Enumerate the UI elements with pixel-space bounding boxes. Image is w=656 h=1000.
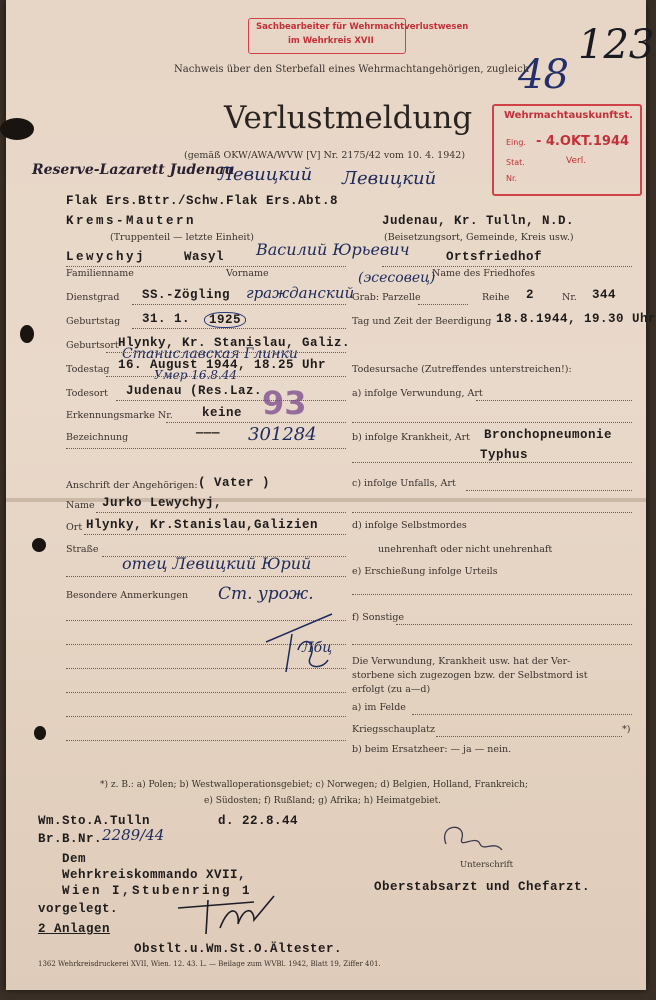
birth-date-day: 31. 1. <box>142 312 191 326</box>
label-replacement-army: b) beim Ersatzheer: — ja — nein. <box>352 744 512 755</box>
label-signature: Unterschrift <box>460 860 514 870</box>
handwritten-birth-place: Станиславская Глинки <box>122 346 298 362</box>
br-number-label: Br.B.Nr. <box>38 832 103 846</box>
printer-imprint: 1362 Wehrkreisdruckerei XVII, Wien. 12. 43. L. — Beilage zum WVBl. 1942, Blatt 19, Ziffer 401. <box>38 960 381 968</box>
death-date: 16. August 1944, 18.25 Uhr <box>118 358 327 372</box>
handwritten-surname-2: Левицкий <box>342 168 437 189</box>
label-relative-name: Name <box>66 500 95 511</box>
senior-officer: Obstlt.u.Wm.St.O.Ältester. <box>134 942 343 956</box>
stamp-93: 93 <box>262 384 307 422</box>
label-rank: Dienstgrad <box>66 292 120 303</box>
grave-number: 344 <box>592 288 617 302</box>
label-grave-number: Nr. <box>562 292 577 303</box>
document-page: Sachbearbeiter für Wehrmachtverlustwesen im Wehrkreis XVII 48 123 Nachweis über den Sterbefall eines Wehrmachtangehörigen, zugleich Verlustmeldung (gemäß OKW/AWA/WVW [V] Nr. 2175/42 vom 10. 4. 1942) Wehrmachtauskunftst. Eing. - 4.OKT.1944 Stat. Verl. Nr. Reserve-Lazarett Judenau Левицкий Левицкий Flak Ers.Bttr./Schw.Flak Ers.Abt.8 Krems-Mautern (Truppenteil — letzte Einheit) Judenau, Kr. Tulln, N.D. (Beisetzungsort, Gemeinde, Kreis usw.) Lewychyj Wasyl Василий Юрьевич Ortsfriedhof Familienname Vorname Name des Friedhofes Dienstgrad SS.-Zögling гражданский (эсесовец) Grab: Parzelle Reihe 2 Nr. 344 Geburtstag 31. 1. 1925 Tag und Zeit der Beerdigung 18.8.1944, 19.30 Uhr Geburtsort Hlynky, Kr. Stanislau, Galiz. Станиславская Глинки Todestag 16. August 1944, 18.25 Uhr Умер 16.8.44 Todesursache (Zutreffendes unterstreichen!): Todesort Judenau (Res.Laz. a) infolge Verwundung, Art Erkennungsmarke Nr. keine 93 Bezeichnung ——— 301284 b) infolge Krankheit, Art Bronchopneumonie Typhus Anschrift der Angehörigen: ( Vater ) c) infolge Unfalls, Art Name Jurko Lewychyj, Ort Hlynky, Kr.Stanislau,Galizien d) infolge Selbstmordes Straße unehrenhaft oder nicht unehrenhaft отец Левицкий Юрий e) Erschießung infolge Urteils Besondere Anmerkungen Ст. урож. f) Sonstige Лбц Die Verwundung, Krankheit usw. hat der Ver- storbene sich zugezogen bzw. der Selbstmord ist erfolgt (zu a—d) a) im Felde Kriegsschauplatz *) b) beim Ersatzheer: — ja — nein. *) z. B.: a) Polen; b) Westwalloperationsgebiet; c) Norwegen; d) Belgien, Holland, Frankreich; e) Südosten; f) Rußland; g) Afrika; h) Heimatgebiet. Wm.Sto.A.Tulln d. 22.8.44 Br.B.Nr. 2289/44 Dem Wehrkreiskommando XVII, Wien I,Stubenring 1 vorgelegt. 2 Anlagen Unterschrift Oberstabsarzt und Chefarzt. Obstlt.u.Wm.St.O.Ältester. 1362 Wehrkreisdruckerei XVII, Wien. 12. 43. L. — Beilage zum WVBl. 1942, Blatt 19, Ziffer 401. <box>6 0 646 990</box>
label-dishonorable: unehrenhaft oder nicht unehrenhaft <box>378 544 553 555</box>
date-stamp-stat-label: Stat. <box>506 158 525 167</box>
unit-line1: Flak Ers.Bttr./Schw.Flak Ers.Abt.8 <box>66 194 339 208</box>
handwritten-rank: гражданский <box>246 284 355 302</box>
punch-hole <box>32 538 46 552</box>
handwritten-death-date: Умер 16.8.44 <box>154 368 238 382</box>
wound-text-3: erfolgt (zu a—d) <box>352 684 431 695</box>
label-identity-tag: Erkennungsmarke Nr. <box>66 410 173 421</box>
office-stamp-line1: Sachbearbeiter für Wehrmachtverlustwesen <box>256 22 469 32</box>
document-title: Verlustmeldung <box>224 100 473 136</box>
identity-tag: keine <box>202 406 243 420</box>
handwritten-number: 301284 <box>248 424 317 445</box>
handwritten-br-number: 2289/44 <box>102 826 165 844</box>
illness-2: Typhus <box>480 448 529 462</box>
submitted-label: vorgelegt. <box>38 902 119 916</box>
illness: Bronchopneumonie <box>484 428 613 442</box>
label-death-date: Todestag <box>66 364 110 375</box>
designation: ——— <box>196 426 221 440</box>
label-relatives-address: Anschrift der Angehörigen: <box>66 480 198 491</box>
label-theatre-of-war: Kriegsschauplatz <box>352 724 435 735</box>
footnote-line1: *) z. B.: a) Polen; b) Westwalloperationsgebiet; c) Norwegen; d) Belgien, Holland, Frankreich; <box>100 780 529 790</box>
date-stamp-header: Wehrmachtauskunftst. <box>504 110 633 121</box>
label-in-field: a) im Felde <box>352 702 406 713</box>
decree-reference: (gemäß OKW/AWA/WVW [V] Nr. 2175/42 vom 10. 4. 1942) <box>184 150 466 161</box>
burial-place-label: (Beisetzungsort, Gemeinde, Kreis usw.) <box>384 232 574 243</box>
burial-time: 18.8.1944, 19.30 Uhr <box>496 312 656 326</box>
label-cause-of-death: Todesursache (Zutreffendes unterstreichen!): <box>352 364 572 375</box>
date-stamp-date: - 4.OKT.1944 <box>536 134 630 149</box>
label-street: Straße <box>66 544 99 555</box>
label-first-name: Vorname <box>226 268 269 279</box>
handwritten-number-123: 123 <box>578 22 655 68</box>
label-burial-time: Tag und Zeit der Beerdigung <box>352 316 492 327</box>
punch-hole <box>20 325 34 343</box>
label-execution: e) Erschießung infolge Urteils <box>352 566 498 577</box>
dem-label: Dem <box>62 852 87 866</box>
date-stamp-nr-label: Nr. <box>506 174 518 183</box>
punch-hole <box>0 118 34 140</box>
relative-place: Hlynky, Kr.Stanislau,Galizien <box>86 518 319 532</box>
label-remarks: Besondere Anmerkungen <box>66 590 189 601</box>
handwritten-rank-note: (эсесовец) <box>358 270 436 286</box>
cemetery-name: Ortsfriedhof <box>446 250 543 264</box>
label-designation: Bezeichnung <box>66 432 129 443</box>
label-birth-place: Geburtsort <box>66 340 119 351</box>
recipient-line1: Wehrkreiskommando XVII, <box>62 868 247 882</box>
label-birth-date: Geburtstag <box>66 316 121 327</box>
burial-place: Judenau, Kr. Tulln, N.D. <box>382 214 575 228</box>
footnote-line2: e) Südosten; f) Rußland; g) Afrika; h) Heimatgebiet. <box>204 796 442 806</box>
label-family-name: Familienname <box>66 268 134 279</box>
wound-text-1: Die Verwundung, Krankheit usw. hat der Ver- <box>352 656 571 667</box>
signer-title: Oberstabsarzt und Chefarzt. <box>374 880 591 894</box>
chief-doctor-signature-mark <box>436 814 506 864</box>
label-cemetery: Name des Friedhofes <box>432 268 535 279</box>
label-death-place: Todesort <box>66 388 108 399</box>
label-grave-plot: Grab: Parzelle <box>352 292 421 303</box>
subheading: Nachweis über den Sterbefall eines Wehrmachtangehörigen, zugleich <box>174 64 530 75</box>
death-place: Judenau (Res.Laz. <box>126 384 263 398</box>
label-accident: c) infolge Unfalls, Art <box>352 478 456 489</box>
handwritten-signature: Лбц <box>302 640 332 656</box>
label-wound: a) infolge Verwundung, Art <box>352 388 483 399</box>
grave-row: 2 <box>526 288 535 302</box>
family-name: Lewychyj <box>66 250 147 264</box>
wm-date: d. 22.8.44 <box>218 814 299 828</box>
wm-office: Wm.Sto.A.Tulln <box>38 814 151 828</box>
punch-hole <box>34 726 46 740</box>
first-name: Wasyl <box>184 250 225 264</box>
birth-place: Hlynky, Kr. Stanislau, Galiz. <box>118 336 351 350</box>
unit-line2: Krems-Mautern <box>66 214 197 228</box>
handwritten-remarks: Ст. урож. <box>218 584 314 604</box>
date-stamp-stat-value: Verl. <box>566 156 587 166</box>
relative-name: Jurko Lewychyj, <box>102 496 223 510</box>
handwritten-full-name: Василий Юрьевич <box>256 240 410 259</box>
attachments: 2 Anlagen <box>38 922 111 936</box>
handwritten-number-48: 48 <box>518 52 569 98</box>
wound-text-2: storbene sich zugezogen bzw. der Selbstmord ist <box>352 670 588 681</box>
rank: SS.-Zögling <box>142 288 231 302</box>
theatre-of-war-mark: *) <box>622 724 631 735</box>
handwritten-signature-bottom <box>174 890 284 940</box>
label-other: f) Sonstige <box>352 612 405 623</box>
label-relative-place: Ort <box>66 522 83 533</box>
label-row: Reihe <box>482 292 510 303</box>
birth-date-year: 1925 <box>204 312 246 328</box>
recipient-line2: Wien I,Stubenring 1 <box>62 884 253 898</box>
label-suicide: d) infolge Selbstmordes <box>352 520 467 531</box>
handwritten-father: отец Левицкий Юрий <box>122 554 312 573</box>
label-illness: b) infolge Krankheit, Art <box>352 432 470 443</box>
office-stamp-line2: im Wehrkreis XVII <box>288 36 374 46</box>
handwritten-surname: Левицкий <box>218 164 313 185</box>
unit-label: (Truppenteil — letzte Einheit) <box>110 232 254 243</box>
relatives-relation: ( Vater ) <box>198 476 271 490</box>
hospital-stamp: Reserve-Lazarett Judenau <box>32 162 235 178</box>
